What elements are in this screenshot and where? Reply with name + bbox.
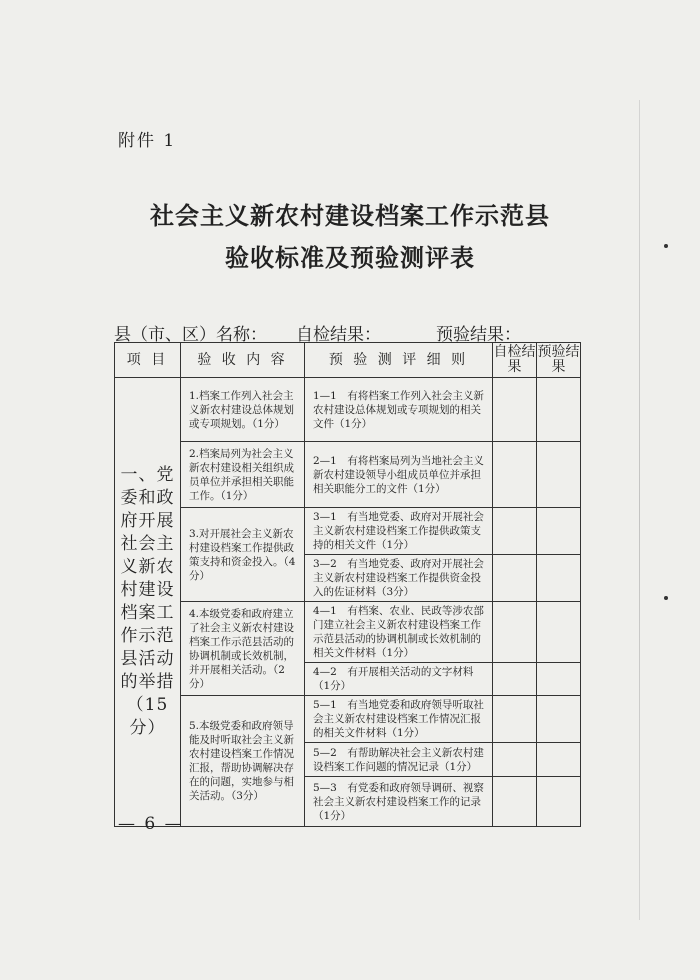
header-self-check: 自检结果	[493, 343, 537, 378]
self-check-cell[interactable]	[493, 602, 537, 663]
self-check-cell[interactable]	[493, 777, 537, 827]
header-detail: 预 验 测 评 细 则	[305, 343, 493, 378]
self-check-cell[interactable]	[493, 555, 537, 602]
page-number: — 6 —	[118, 814, 184, 834]
table-row	[115, 378, 581, 442]
detail-cell: 1—1 有将档案工作列入社会主义新农村建设总体规划或专项规划的相关文件（1分）	[305, 378, 493, 442]
table-row	[115, 508, 581, 555]
pre-check-cell[interactable]	[537, 555, 581, 602]
header-item: 项 目	[115, 343, 181, 378]
detail-cell: 2—1 有将档案局列为当地社会主义新农村建设领导小组成员单位并承担相关职能分工的文件（1分）	[305, 442, 493, 508]
table-row	[115, 602, 581, 663]
self-check-cell[interactable]	[493, 696, 537, 743]
detail-cell: 3—1 有当地党委、政府对开展社会主义新农村建设档案工作提供政策支持的相关文件（1分）	[305, 508, 493, 555]
detail-cell: 3—2 有当地党委、政府对开展社会主义新农村建设档案工作提供资金投入的佐证材料（3分）	[305, 555, 493, 602]
detail-cell: 5—2 有帮助解决社会主义新农村建设档案工作问题的情况记录（1分）	[305, 743, 493, 777]
pre-check-cell[interactable]	[537, 602, 581, 663]
category-cell: 一、党委和政府开展社会主义新农村建设档案工作示范县活动的举措（15分）	[115, 378, 181, 827]
content-cell: 4.本级党委和政府建立了社会主义新农村建设档案工作示范县活动的协调机制或长效机制，并开展相关活动。（2分）	[181, 602, 305, 696]
self-check-cell[interactable]	[493, 508, 537, 555]
pre-check-result-label: 预验结果：	[436, 325, 521, 345]
self-check-cell[interactable]	[493, 442, 537, 508]
detail-cell: 4—2 有开展相关活动的文字材料（1分）	[305, 663, 493, 696]
pre-check-cell[interactable]	[537, 777, 581, 827]
pre-check-cell[interactable]	[537, 508, 581, 555]
header-content: 验 收 内 容	[181, 343, 305, 378]
attachment-label: 附件 1	[118, 131, 177, 151]
header-info-line	[114, 320, 584, 344]
document-title-line2: 验收标准及预验测评表	[225, 243, 475, 272]
table-row	[115, 696, 581, 743]
evaluation-table	[114, 342, 581, 827]
self-check-cell[interactable]	[493, 743, 537, 777]
pre-check-cell[interactable]	[537, 378, 581, 442]
content-cell: 3.对开展社会主义新农村建设档案工作提供政策支持和资金投入。（4分）	[181, 508, 305, 602]
self-check-result-label: 自检结果：	[296, 325, 381, 345]
document-title-line1: 社会主义新农村建设档案工作示范县	[150, 201, 550, 230]
table-row	[115, 442, 581, 508]
detail-cell: 5—3 有党委和政府领导调研、视察社会主义新农村建设档案工作的记录（1分）	[305, 777, 493, 827]
content-cell: 5.本级党委和政府领导能及时听取社会主义新农村建设档案工作情况汇报，帮助协调解决存在的问题，实地参与相关活动。（3分）	[181, 696, 305, 827]
scan-dot	[664, 596, 668, 600]
pre-check-cell[interactable]	[537, 442, 581, 508]
detail-cell: 5—1 有当地党委和政府领导听取社会主义新农村建设档案工作情况汇报的相关文件材料（1分）	[305, 696, 493, 743]
content-cell: 2.档案局列为社会主义新农村建设相关组织成员单位并承担相关职能工作。（1分）	[181, 442, 305, 508]
table-header-row	[115, 343, 581, 378]
county-name-label: 县（市、区）名称：	[114, 325, 267, 345]
pre-check-cell[interactable]	[537, 743, 581, 777]
detail-cell: 4—1 有档案、农业、民政等涉农部门建立社会主义新农村建设档案工作示范县活动的协调机制或长效机制的相关文件材料（1分）	[305, 602, 493, 663]
content-cell: 1.档案工作列入社会主义新农村建设总体规划或专项规划。（1分）	[181, 378, 305, 442]
header-pre-check: 预验结果	[537, 343, 581, 378]
self-check-cell[interactable]	[493, 663, 537, 696]
pre-check-cell[interactable]	[537, 696, 581, 743]
self-check-cell[interactable]	[493, 378, 537, 442]
pre-check-cell[interactable]	[537, 663, 581, 696]
